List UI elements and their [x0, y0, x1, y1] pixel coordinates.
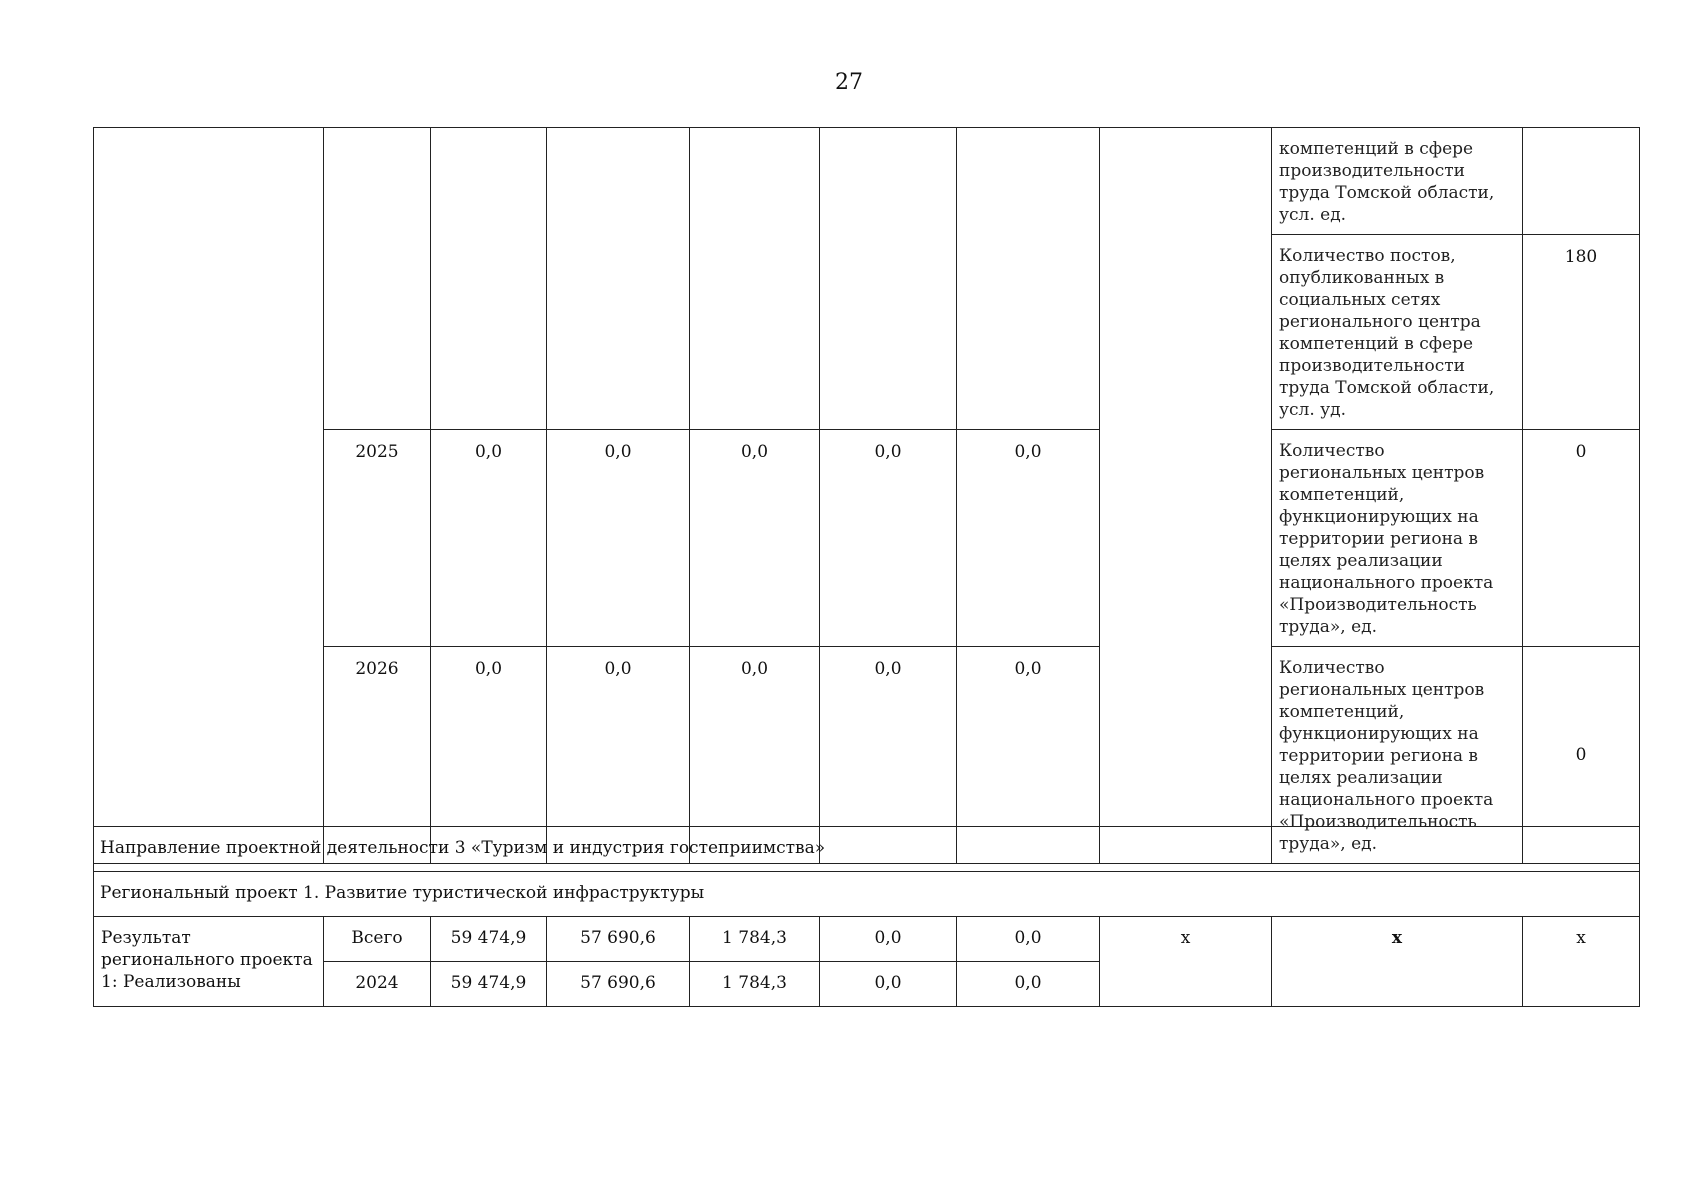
- value-cell: [431, 128, 547, 430]
- year-cell: 2025: [324, 430, 431, 647]
- responsible-cell: х: [1100, 917, 1272, 1007]
- indicator-name: х: [1272, 917, 1523, 1007]
- value-cell: 0,0: [431, 430, 547, 647]
- value-cell: 1 784,3: [690, 917, 820, 962]
- table-row: [94, 917, 1640, 962]
- result-name-cell: [94, 128, 324, 864]
- indicator-name: Количество региональных центров компетенций, функционирующих на территории региона в целях реализации национального проекта «Производительность труда», ед.: [1272, 647, 1523, 864]
- responsible-cell: [1100, 128, 1272, 864]
- value-cell: 0,0: [820, 962, 957, 1007]
- indicator-value: 0: [1523, 647, 1640, 864]
- page-number: 27: [835, 70, 863, 95]
- year-cell: 2026: [324, 647, 431, 864]
- value-cell: [690, 128, 820, 430]
- value-cell: 0,0: [820, 647, 957, 864]
- value-cell: 0,0: [431, 647, 547, 864]
- value-cell: 0,0: [547, 430, 690, 647]
- value-cell: [547, 128, 690, 430]
- value-cell: 0,0: [957, 647, 1100, 864]
- year-cell: [324, 128, 431, 430]
- value-cell: [957, 128, 1100, 430]
- tourism-direction-table: [93, 826, 1640, 1007]
- value-cell: [820, 128, 957, 430]
- indicator-value: [1523, 128, 1640, 235]
- indicator-value: 0: [1523, 430, 1640, 647]
- indicator-name: Количество постов, опубликованных в социальных сетях регионального центра компетенций в сфере производительности труда Томской области, усл. уд.: [1272, 235, 1523, 430]
- indicator-name: компетенций в сфере производительности труда Томской области, усл. ед.: [1272, 128, 1523, 235]
- value-cell: 0,0: [547, 647, 690, 864]
- value-cell: 0,0: [957, 917, 1100, 962]
- result-label: Результат регионального проекта 1: Реализованы: [94, 917, 324, 1007]
- value-cell: 0,0: [820, 430, 957, 647]
- value-cell: 0,0: [690, 430, 820, 647]
- value-cell: 59 474,9: [431, 917, 547, 962]
- period-cell: Всего: [324, 917, 431, 962]
- value-cell: 57 690,6: [547, 962, 690, 1007]
- table-row: [94, 128, 1640, 235]
- value-cell: 0,0: [957, 962, 1100, 1007]
- table-row: [94, 872, 1640, 917]
- indicator-name: Количество региональных центров компетенций, функционирующих на территории региона в целях реализации национального проекта «Производительность труда», ед.: [1272, 430, 1523, 647]
- value-cell: 59 474,9: [431, 962, 547, 1007]
- period-cell: 2024: [324, 962, 431, 1007]
- indicator-value: 180: [1523, 235, 1640, 430]
- indicator-value: х: [1523, 917, 1640, 1007]
- value-cell: 1 784,3: [690, 962, 820, 1007]
- value-cell: 57 690,6: [547, 917, 690, 962]
- project-title: Региональный проект 1. Развитие туристической инфраструктуры: [94, 872, 1640, 917]
- value-cell: 0,0: [820, 917, 957, 962]
- table-row: [94, 430, 1640, 647]
- value-cell: 0,0: [690, 647, 820, 864]
- direction-title: Направление проектной деятельности 3 «Туризм и индустрия гостеприимства»: [94, 827, 1640, 872]
- value-cell: 0,0: [957, 430, 1100, 647]
- table-row: [94, 827, 1640, 872]
- continuation-table: [93, 127, 1640, 864]
